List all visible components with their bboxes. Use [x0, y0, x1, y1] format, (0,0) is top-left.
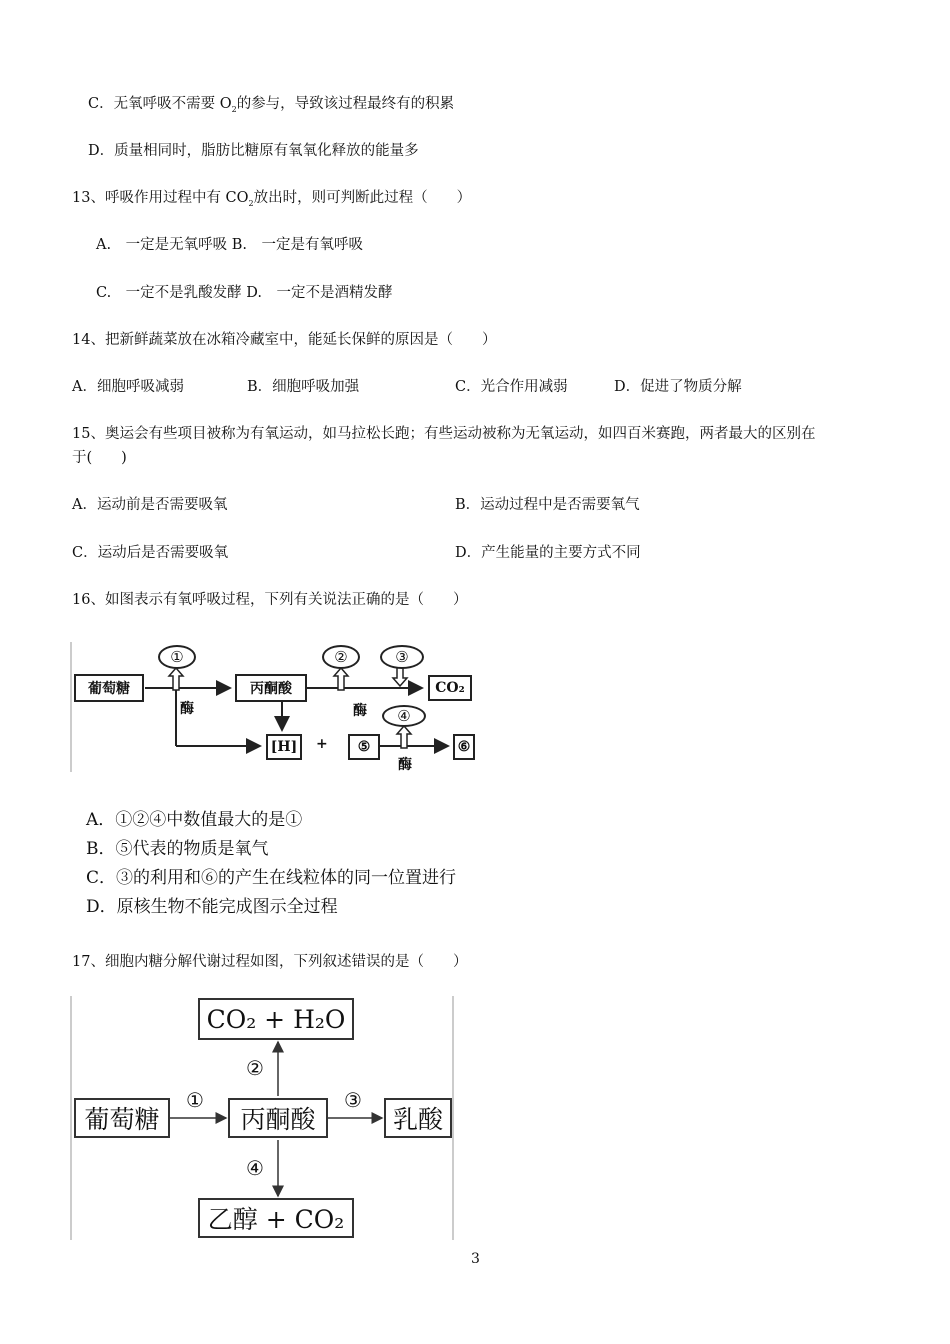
q13-stem [72, 188, 471, 214]
subscript: 2 [248, 199, 254, 208]
q15-stem-line2: 于( ) [72, 450, 127, 466]
glucose-box: 葡萄糖 [74, 1098, 170, 1138]
q13-stem-text-end: 放出时，则可判断此过程（ ） [253, 190, 472, 206]
co2-box: CO₂ [428, 675, 472, 701]
ethanol-co2-box: 乙醇 + CO₂ [198, 1198, 354, 1238]
oval-three: ③ [380, 645, 424, 669]
h-box: [H] [266, 734, 302, 760]
glucose-metabolism-diagram [70, 996, 454, 1240]
q13-stem-text: 13、呼吸作用过程中有 CO [72, 190, 249, 206]
q16-option-c: C．③的利用和⑥的产生在线粒体的同一位置进行 [86, 868, 457, 888]
substance-six-box: ⑥ [453, 734, 475, 760]
step-four-label: ④ [246, 1156, 264, 1180]
step-three-label: ③ [344, 1088, 362, 1112]
q13-options-row2: C. 一定不是乳酸发酵 D. 一定不是酒精发酵 [96, 285, 393, 301]
step-two-label: ② [246, 1056, 264, 1080]
q17-stem: 17、细胞内糖分解代谢过程如图，下列叙述错误的是（ ） [72, 954, 468, 970]
q12-option-d: D．质量相同时，脂肪比糖原有氧氧化释放的能量多 [88, 143, 419, 159]
page-number: 3 [471, 1251, 480, 1267]
substance-five-box: ⑤ [348, 734, 380, 760]
lactic-acid-box: 乳酸 [384, 1098, 452, 1138]
q14-option-b: B．细胞呼吸加强 [247, 379, 360, 395]
q16-option-b: B．⑤代表的物质是氧气 [86, 839, 269, 859]
q14-option-d: D．促进了物质分解 [614, 379, 742, 395]
q16-option-a: A．①②④中数值最大的是① [86, 810, 303, 830]
q14-stem: 14、把新鲜蔬菜放在冰箱冷藏室中，能延长保鲜的原因是（ ） [72, 332, 497, 348]
q14-option-a: A．细胞呼吸减弱 [72, 379, 184, 395]
aerobic-respiration-diagram [70, 642, 476, 772]
q15-option-c: C．运动后是否需要吸氧 [72, 545, 229, 561]
q15-stem-line1: 15、奥运会有些项目被称为有氧运动，如马拉松长跑；有些运动被称为无氧运动，如四百米赛跑，两者最大的区别在 [72, 426, 816, 442]
q16-option-d: D．原核生物不能完成图示全过程 [86, 897, 338, 917]
glucose-box: 葡萄糖 [74, 674, 144, 702]
step-one-label: ① [186, 1088, 204, 1112]
q15-option-d: D．产生能量的主要方式不同 [455, 545, 641, 561]
subscript: 2 [231, 105, 237, 114]
q15-option-b: B．运动过程中是否需要氧气 [455, 497, 640, 513]
pyruvate-box: 丙酮酸 [235, 674, 307, 702]
oval-two: ② [322, 645, 360, 669]
q12-option-c [88, 94, 454, 120]
co2-h2o-box: CO₂ + H₂O [198, 998, 354, 1040]
q13-options-row1: A. 一定是无氧呼吸 B. 一定是有氧呼吸 [96, 237, 363, 253]
enzyme-label-1: 酶 [180, 701, 194, 717]
q14-option-c: C．光合作用减弱 [455, 379, 568, 395]
oval-one: ① [158, 645, 196, 669]
q15-option-a: A．运动前是否需要吸氧 [72, 497, 228, 513]
plus-sign: + [316, 736, 328, 752]
q12-option-c-text-end: 的参与，导致该过程最终有的积累 [236, 96, 455, 112]
pyruvate-box: 丙酮酸 [228, 1098, 328, 1138]
enzyme-label-3: 酶 [398, 757, 412, 773]
enzyme-label-2: 酶 [353, 703, 367, 719]
q12-option-c-text: C．无氧呼吸不需要 O [88, 96, 232, 112]
oval-four: ④ [382, 705, 426, 727]
q16-stem: 16、如图表示有氧呼吸过程，下列有关说法正确的是（ ） [72, 592, 468, 608]
